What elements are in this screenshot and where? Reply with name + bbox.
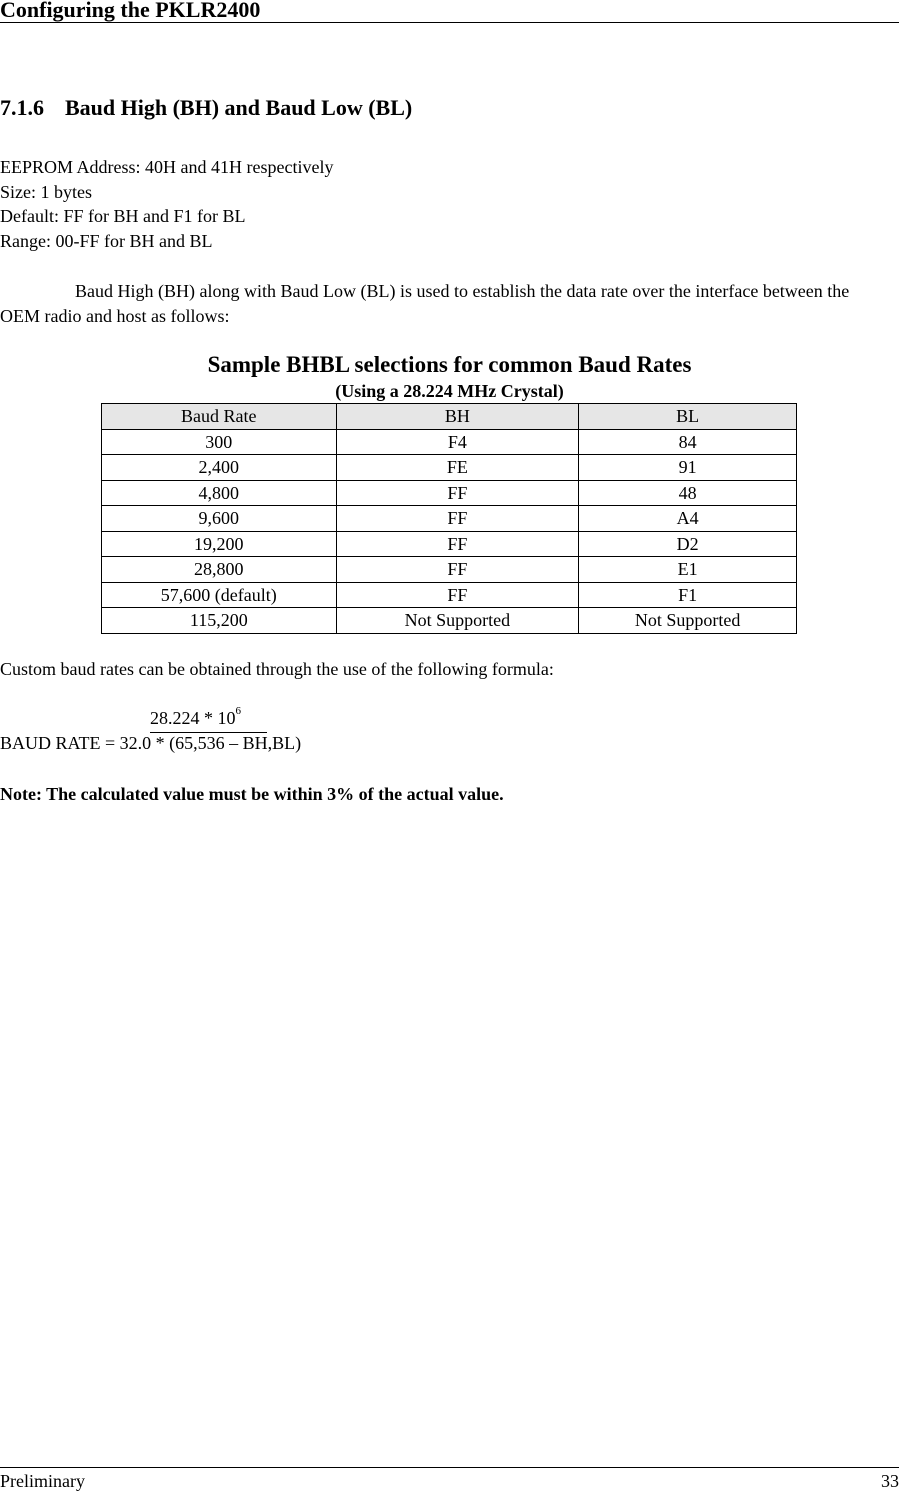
section-number: 7.1.6 (0, 95, 44, 120)
bh-cell: FF (336, 557, 579, 583)
baud-rate-cell: 115,200 (102, 608, 337, 634)
page-number: 33 (881, 1471, 899, 1491)
baud-rate-cell: 57,600 (default) (102, 582, 337, 608)
bl-cell: 48 (579, 480, 797, 506)
register-range: Range: 00-FF for BH and BL (0, 230, 213, 251)
table-row (102, 455, 797, 481)
bh-cell: F4 (336, 429, 579, 455)
table-row (102, 582, 797, 608)
bl-cell: E1 (579, 557, 797, 583)
baud-rate-cell: 19,200 (102, 531, 337, 557)
baud-rate-cell: 300 (102, 429, 337, 455)
header-title: Configuring the PKLR2400 (0, 0, 261, 22)
baud-rate-table (101, 403, 797, 634)
formula-denominator: BAUD RATE = 32.0 * (65,536 – BH,BL) (0, 733, 302, 753)
section-title: Baud High (BH) and Baud Low (BL) (65, 95, 413, 120)
table-row (102, 429, 797, 455)
section-heading (0, 95, 412, 121)
formula-exponent: 6 (235, 705, 241, 717)
bl-cell: A4 (579, 506, 797, 532)
table-row (102, 557, 797, 583)
column-header-bl: BL (579, 404, 797, 430)
description-paragraph (0, 279, 880, 329)
table-title: Sample BHBL selections for common Baud Rates (207, 352, 692, 377)
column-header-bh: BH (336, 404, 579, 430)
eeprom-address: EEPROM Address: 40H and 41H respectively (0, 157, 334, 177)
formula-numerator-text: 28.224 * 10 (150, 708, 236, 728)
bl-cell: F1 (579, 582, 797, 608)
page-header (0, 0, 899, 23)
bh-cell: FF (336, 582, 579, 608)
table-row (102, 531, 797, 557)
custom-baud-text: Custom baud rates can be obtained through the use of the following formula: (0, 659, 554, 679)
accuracy-note: Note: The calculated value must be within 3% of the actual value. (0, 784, 504, 804)
register-info (0, 155, 333, 253)
page-footer (0, 1467, 899, 1491)
baud-rate-cell: 2,400 (102, 455, 337, 481)
table-row (102, 480, 797, 506)
bl-cell: 84 (579, 429, 797, 455)
bh-cell: Not Supported (336, 608, 579, 634)
table-row (102, 506, 797, 532)
table-subtitle: (Using a 28.224 MHz Crystal) (335, 381, 564, 401)
bl-cell: Not Supported (579, 608, 797, 634)
table-row (102, 608, 797, 634)
bh-cell: FF (336, 506, 579, 532)
bh-cell: FF (336, 480, 579, 506)
bh-cell: FF (336, 531, 579, 557)
bl-cell: 91 (579, 455, 797, 481)
table-header-row (102, 404, 797, 430)
bh-cell: FE (336, 455, 579, 481)
register-size: Size: 1 bytes (0, 181, 92, 202)
column-header-baud-rate: Baud Rate (102, 404, 337, 430)
baud-rate-cell: 4,800 (102, 480, 337, 506)
register-default: Default: FF for BH and F1 for BL (0, 206, 246, 226)
description-text: Baud High (BH) along with Baud Low (BL) is used to establish the data rate over the interface between the OEM radio and host as follows: (0, 281, 850, 326)
formula-numerator (150, 705, 241, 729)
bl-cell: D2 (579, 531, 797, 557)
footer-status: Preliminary (0, 1471, 85, 1491)
baud-rate-cell: 9,600 (102, 506, 337, 532)
baud-rate-cell: 28,800 (102, 557, 337, 583)
